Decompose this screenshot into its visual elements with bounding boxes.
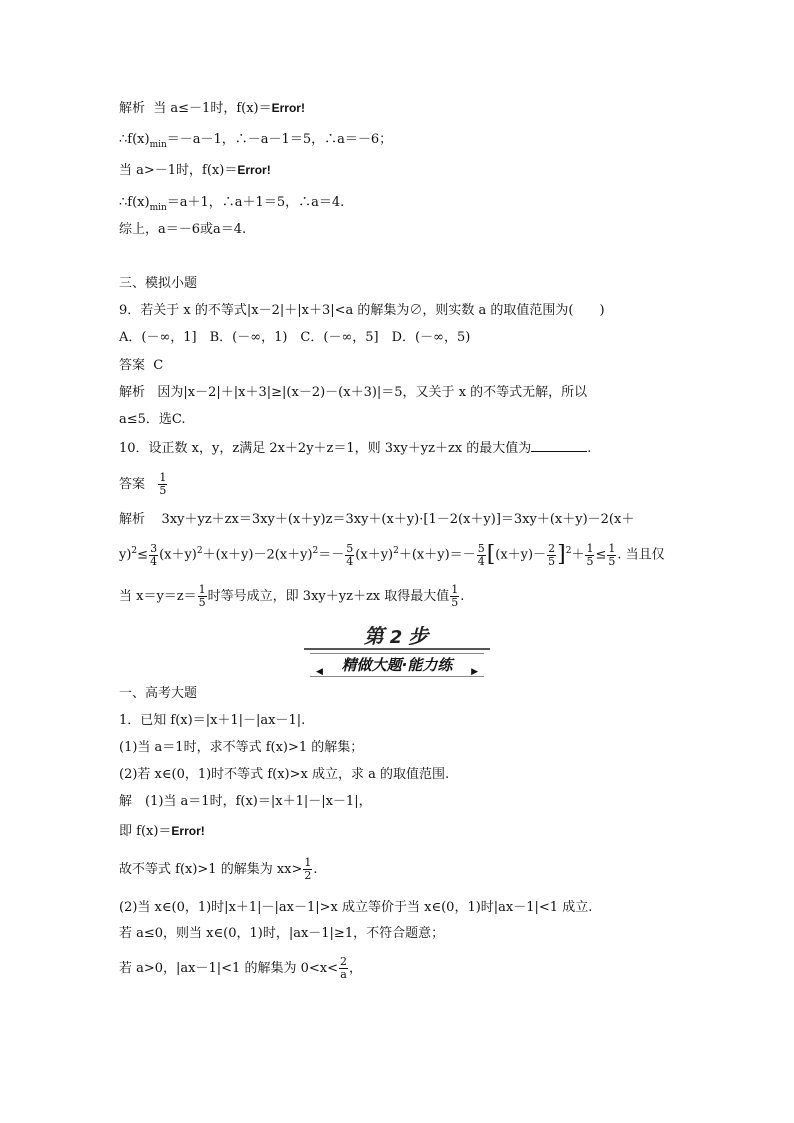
section-heading-1: 一、高考大题 [119, 686, 198, 701]
denominator: 4 [346, 554, 354, 568]
numerator: 1 [586, 541, 594, 555]
text-segment: y) [119, 547, 132, 563]
text-segment: ＝－a－1，∴－a－1＝5，∴a＝－6； [166, 132, 393, 147]
q9-analysis-2: a≤5．选C. [119, 412, 186, 427]
answer-value: C [153, 358, 164, 373]
text-segment: 当 x＝y＝z＝ [119, 589, 197, 604]
subscript: min [149, 203, 167, 213]
q9-stem: 9．若关于 x 的不等式|x－2|＋|x＋3|<a 的解集为∅，则实数 a 的取值范围为( ) [119, 303, 605, 318]
left-triangle-icon: ◀ [316, 667, 323, 677]
banner-subtitle: 精做大题·能力练 [341, 656, 453, 674]
text-segment: ∴f(x) [119, 195, 150, 210]
text-segment: ≤ [137, 547, 149, 563]
q1-solution-4: (2)当 x∈(0，1)时|x＋1|－|ax－1|>x 成立等价于当 x∈(0，1)时|ax－1|<1 成立. [119, 900, 593, 915]
denominator: 2 [304, 869, 312, 882]
text-segment: ∴f(x) [119, 132, 150, 147]
q10-stem [119, 439, 591, 457]
banner-title-text: 第 [363, 624, 386, 648]
analysis-line-5: 综上，a＝－6或a＝4. [119, 222, 247, 237]
q1-solution-5: 若 a≤0，则当 x∈(0，1)时，|ax－1|≥1，不符合题意； [119, 926, 445, 941]
text-segment: 当 a>－1时，f(x)＝ [119, 163, 238, 178]
q1-stem: 1．已知 f(x)＝|x＋1|－|ax－1|. [119, 713, 306, 728]
denominator: 5 [159, 484, 167, 497]
bracket-open: [ [486, 542, 496, 567]
numerator: 5 [477, 541, 485, 555]
superscript: 2 [196, 545, 203, 556]
analysis-line-4 [119, 195, 344, 212]
denominator: a [340, 968, 347, 981]
step-banner [304, 622, 490, 678]
analysis-label: 解析 [119, 385, 146, 400]
text-segment: (x＋y)－ [495, 547, 547, 563]
numerator: 3 [150, 541, 158, 555]
q1-solution-2 [119, 823, 205, 840]
fraction [158, 472, 167, 497]
text-segment: ＝a＋1，∴a＋1＝5，∴a＝4. [166, 195, 345, 210]
analysis-text: 因为|x－2|＋|x＋3|≥|(x－2)－(x＋3)|＝5，又关于 x 的不等式无解，所以 [157, 385, 588, 400]
error-text: Error! [271, 101, 305, 115]
answer-label: 答案 [119, 477, 146, 492]
q10-answer [119, 468, 168, 502]
numerator: 5 [346, 541, 354, 555]
analysis-text: 当 a≤－1时，f(x)＝ [153, 101, 272, 116]
fraction [149, 543, 158, 568]
numerator: 1 [304, 856, 312, 869]
fraction [198, 584, 207, 609]
denominator: 5 [548, 554, 556, 568]
answer-blank [531, 439, 587, 452]
stem-text: 10．设正数 x，y，z满足 2x＋2y＋z＝1，则 3xy＋yz＋zx 的最大值为 [119, 441, 532, 456]
denominator: 5 [608, 554, 616, 568]
fraction [450, 584, 459, 609]
text-segment: 故不等式 f(x)>1 的解集为 xx> [119, 862, 303, 877]
denominator: 4 [150, 554, 158, 568]
denominator: 4 [477, 554, 485, 568]
q1-solution-6 [119, 954, 362, 984]
numerator: 1 [451, 583, 459, 596]
numerator: 2 [339, 955, 347, 968]
q10-analysis-1 [119, 512, 634, 528]
q10-analysis-2 [119, 540, 665, 572]
analysis-label: 解析 [119, 512, 146, 527]
q9-options: A．(－∞，1] B．(－∞，1) C．(－∞，5] D．(－∞，5) [119, 330, 471, 345]
fraction [303, 857, 312, 882]
superscript: 2 [312, 545, 319, 556]
error-text: Error! [237, 163, 271, 177]
q9-analysis-1 [119, 385, 587, 401]
analysis-line-1 [119, 100, 305, 117]
text-segment: ＝－ [318, 547, 345, 563]
bracket-close: ] [557, 542, 566, 567]
text-segment: 时等号成立，即 3xy＋yz＋zx 取得最大值 [207, 589, 450, 604]
error-text: Error! [171, 824, 205, 838]
q10-analysis-3 [119, 582, 464, 612]
analysis-line-2 [119, 132, 392, 149]
subscript: min [149, 140, 167, 150]
q9-answer [119, 358, 163, 374]
superscript: 2 [393, 545, 399, 556]
banner-title-number: 2 [389, 627, 405, 648]
fraction [345, 543, 354, 568]
q1-part-1: (1)当 a＝1时，求不等式 f(x)>1 的解集； [119, 740, 364, 755]
fraction [607, 543, 616, 568]
denominator: 5 [586, 554, 594, 568]
text-segment: . [313, 862, 318, 877]
analysis-text: 3xy＋yz＋zx＝3xy＋(x＋y)z＝3xy＋(x＋y)·[1－2(x＋y)]＝3xy＋(x＋y)－2(x＋ [161, 512, 635, 527]
banner-subtitle-bar [310, 653, 484, 677]
fraction [585, 543, 594, 568]
text-segment: ≤ [595, 547, 607, 563]
stem-text: . [587, 441, 592, 456]
denominator: 5 [451, 596, 459, 609]
superscript: 2 [565, 545, 572, 556]
text-segment: . 当且仅 [617, 547, 665, 563]
q1-solution-1: 解 (1)当 a＝1时，f(x)＝|x＋1|－|x－1|， [119, 794, 372, 809]
q1-solution-3 [119, 855, 318, 885]
text-segment: 即 f(x)＝ [119, 824, 172, 839]
text-segment: ＋(x＋y)－2(x＋y) [202, 547, 313, 563]
text-segment: (x＋y) [355, 547, 394, 563]
numerator: 1 [608, 541, 616, 555]
fraction [339, 956, 348, 981]
numerator: 1 [159, 471, 167, 484]
numerator: 1 [198, 583, 206, 596]
analysis-label: 解析 [119, 101, 146, 116]
banner-rule [304, 648, 490, 650]
banner-title [304, 622, 490, 650]
denominator: 5 [198, 596, 206, 609]
answer-label: 答案 [119, 358, 146, 373]
superscript: 2 [131, 545, 138, 556]
fraction [477, 543, 486, 568]
fraction [547, 543, 556, 568]
right-triangle-icon: ▶ [471, 667, 478, 677]
banner-title-text: 步 [408, 624, 431, 648]
text-segment: 若 a>0，|ax－1|<1 的解集为 0<x< [119, 961, 338, 976]
q1-part-2: (2)若 x∈(0，1)时不等式 f(x)>x 成立，求 a 的取值范围. [119, 767, 450, 782]
numerator: 2 [548, 541, 556, 555]
text-segment: (x＋y) [159, 547, 197, 563]
analysis-line-3 [119, 162, 271, 179]
text-segment: ＋ [571, 547, 585, 563]
text-segment: ， [348, 961, 362, 976]
text-segment: . [460, 589, 465, 604]
section-heading-3: 三、模拟小题 [119, 276, 198, 291]
text-segment: ＋(x＋y)＝－ [398, 547, 476, 563]
